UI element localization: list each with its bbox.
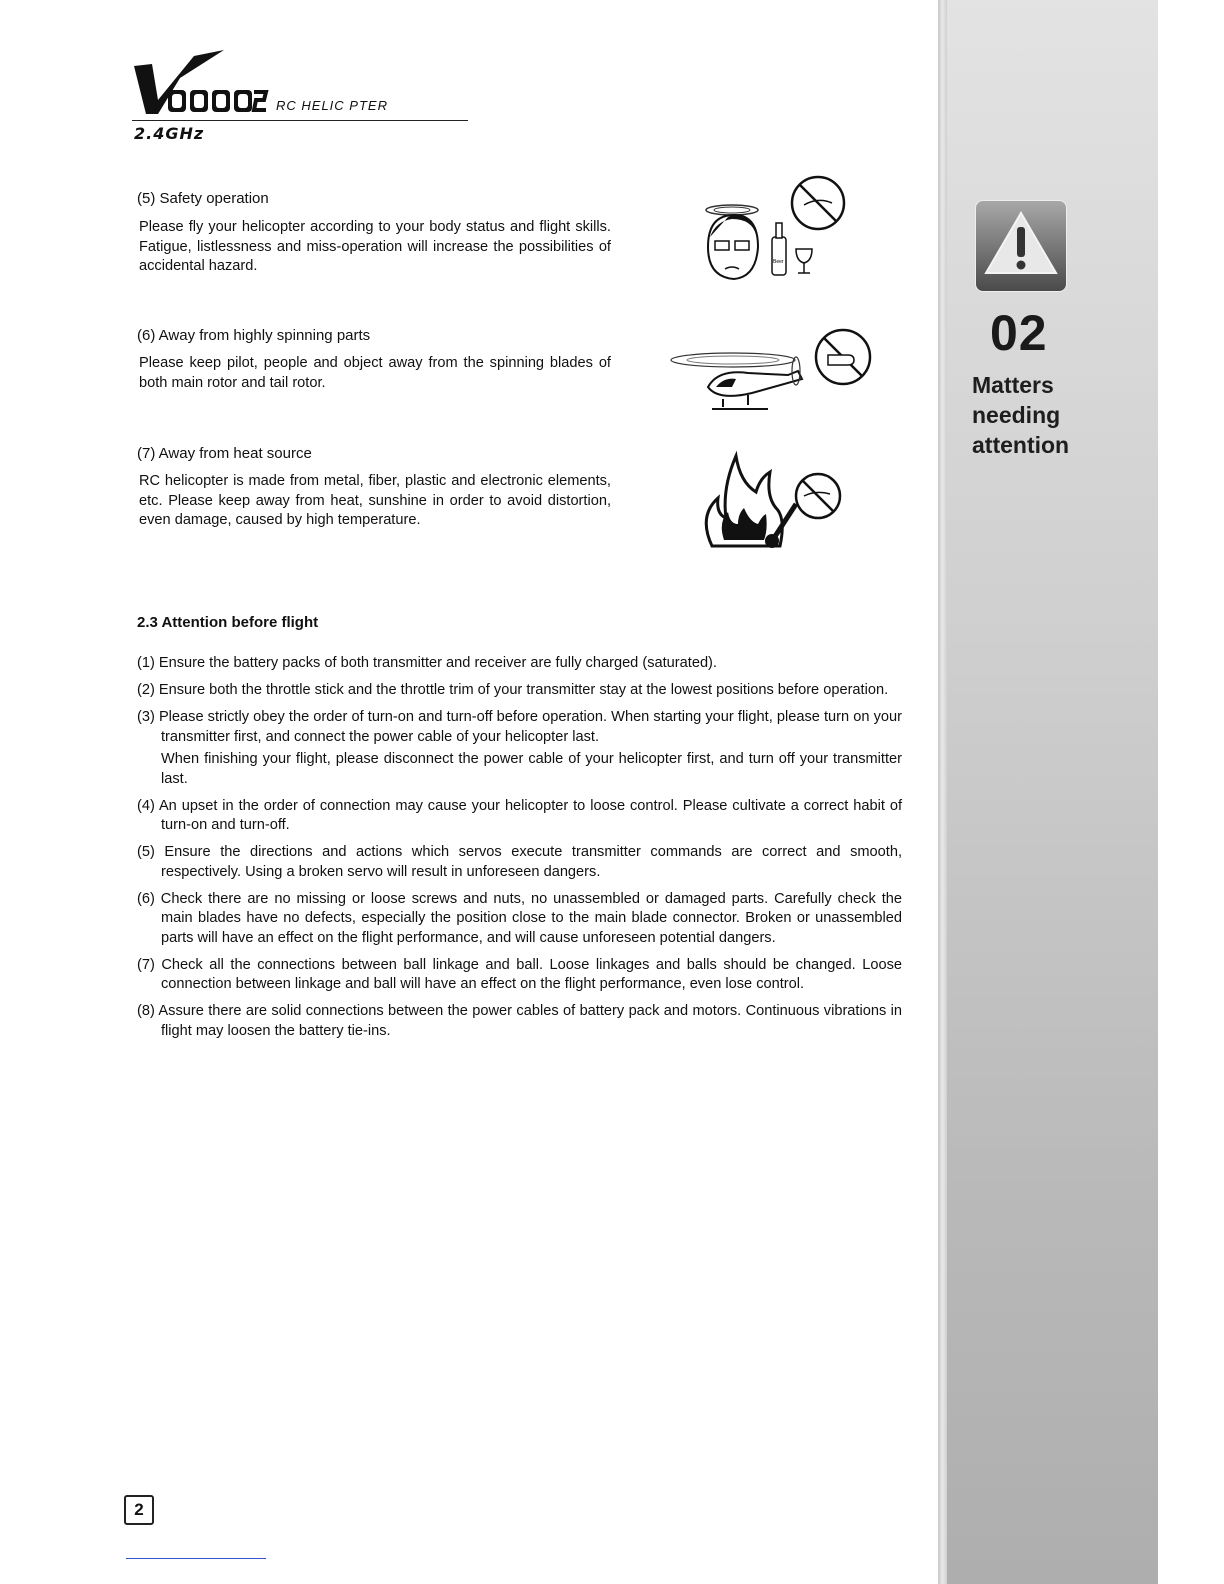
list-item: (5) Ensure the directions and actions which servos execute transmitter commands are correct and smooth, respectively. Using a broken servo will result in unforeseen dangers.	[137, 844, 902, 880]
bottle-icon	[772, 237, 786, 275]
heat-source-illustration	[700, 448, 850, 553]
bottle-label: Beer	[773, 259, 784, 265]
list-item-continuation: When finishing your flight, please disconnect the power cable of your helicopter first, and turn off your transmitter last.	[161, 751, 902, 787]
list-item: (7) Check all the connections between ball linkage and ball. Loose linkages and balls should be changed. Loose connection between linkage and ball will have an effect on the flight performance, even lose control.	[137, 956, 902, 992]
list-item: (8) Assure there are solid connections between the power cables of battery pack and motors. Continuous vibrations in flight may loosen the battery tie-ins.	[137, 1003, 902, 1039]
section-body-safety: Please fly your helicopter according to your body status and flight skills. Fatigue, listlessness and miss-operation will increase the possibilities of accidental hazard.	[139, 219, 611, 274]
section-body-heat: RC helicopter is made from metal, fiber, plastic and electronic elements, etc. Please keep away from heat, sunshine in order to avoid distortion, even damage, caused by high temperature.	[139, 473, 611, 528]
section-body-spinning: Please keep pilot, people and object away from the spinning blades of both main rotor and tail rotor.	[139, 355, 611, 391]
attention-heading: 2.3 Attention before flight	[137, 614, 319, 631]
section-title-spinning: (6) Away from highly spinning parts	[137, 327, 371, 344]
section-title-safety: (5) Safety operation	[137, 190, 269, 207]
page-number: 2	[124, 1495, 154, 1525]
chapter-number: 02	[990, 305, 1048, 361]
product-name: RC HELIC PTER	[276, 98, 388, 113]
voodoo-logo-icon	[132, 48, 272, 120]
wine-glass-icon	[796, 249, 812, 263]
list-item: (1) Ensure the battery packs of both transmitter and receiver are fully charged (saturated).	[137, 655, 717, 671]
list-item: (4) An upset in the order of connection may cause your helicopter to loose control. Please cultivate a correct habit of turn-on and turn-off.	[137, 797, 902, 833]
spinning-rotor-illustration	[668, 325, 878, 420]
brand-logo	[132, 48, 472, 143]
footer-link-underline	[126, 1558, 266, 1559]
warning-icon	[976, 201, 1066, 291]
list-item: (6) Check there are no missing or loose screws and nuts, no unassembled or damaged parts. Carefully check the main blades have no defects, especially the position close to the main blade connector. Broken or unassembled parts will have an effect on the flight performance, and will cause unforeseen potential dangers.	[137, 890, 902, 946]
tired-pilot-illustration	[700, 175, 850, 285]
header-rule	[132, 120, 468, 121]
sidebar-edge	[938, 0, 947, 1584]
warning-badge	[975, 200, 1067, 292]
section-title-heat: (7) Away from heat source	[137, 445, 312, 462]
frequency-label: 2.4GHz	[134, 124, 205, 143]
rotor-disc-icon	[671, 353, 795, 367]
list-item: (2) Ensure both the throttle stick and the throttle trim of your transmitter stay at the lowest positions before operation.	[137, 682, 889, 698]
list-item: (3) Please strictly obey the order of turn-on and turn-off before operation. When starting your flight, please turn on your transmitter first, and connect the power cable of your helicopter last. When finishing your flight, please disconnect the power cable of your helicopter first, and turn off your transmitter last.	[137, 708, 902, 789]
attention-list	[137, 654, 902, 1049]
chapter-title: Matters needing attention	[972, 372, 1070, 458]
